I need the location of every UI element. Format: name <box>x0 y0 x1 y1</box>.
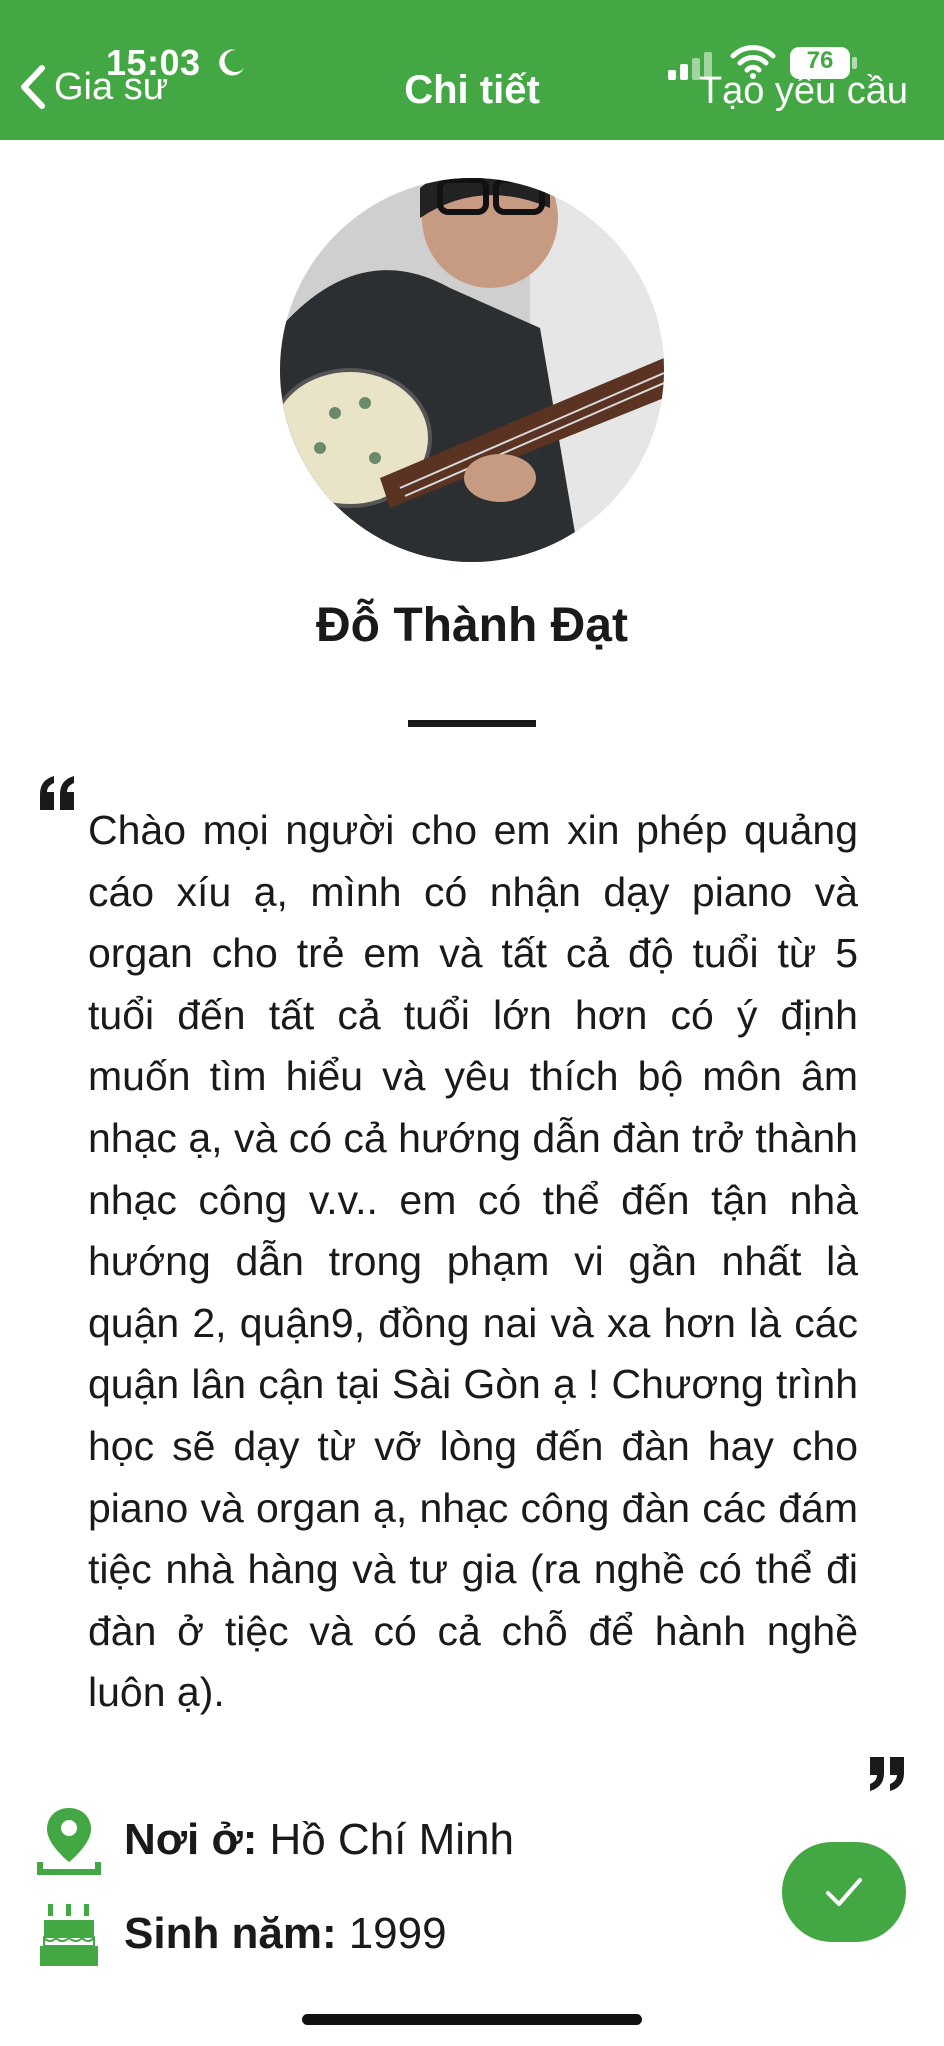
birth-label: Sinh năm: <box>124 1909 337 1958</box>
avatar <box>280 178 664 562</box>
tutor-name: Đỗ Thành Đạt <box>316 599 628 652</box>
quote-open-icon <box>38 776 76 810</box>
header-bar <box>0 0 944 140</box>
page-title: Chi tiết <box>404 68 540 112</box>
birth-row <box>36 1898 447 1970</box>
check-icon <box>822 1870 866 1914</box>
create-request-button[interactable]: Tạo yêu cầu <box>698 70 908 112</box>
birth-value: 1999 <box>348 1909 447 1958</box>
name-divider <box>408 720 536 727</box>
location-value: Hồ Chí Minh <box>269 1815 514 1864</box>
home-indicator[interactable] <box>302 2014 642 2025</box>
battery-level: 76 <box>806 47 834 74</box>
birthday-cake-icon <box>36 1898 102 1970</box>
tutor-bio: Chào mọi người cho em xin phép quảng cáo xíu ạ, mình có nhận dạy piano và organ cho trẻ em và tất cả độ tuổi từ 5 tuổi đến tất cả tuổi lớn hơn có ý định muốn tìm hiểu và yêu thích bộ môn âm nhạc ạ, và có cả hướng dẫn đàn trở thành nhạc công v.v.. em có thể đến tận nhà hướng dẫn trong phạm vi gần nhất là quận 2, quận9, đồng nai và xa hơn là các quận lân cận tại Sài Gòn ạ ! Chương trình học sẽ dạy từ vỡ lòng đến đàn hay cho piano và organ ạ, nhạc công đàn các đám tiệc nhà hàng và tư gia (ra nghề có thể đi đàn ở tiệc và có cả chỗ để hành nghề luôn ạ). <box>88 807 858 1716</box>
back-label: Gia sư <box>54 65 169 108</box>
location-row <box>36 1804 514 1876</box>
location-label: Nơi ở: <box>124 1815 258 1864</box>
quote-close-icon <box>868 1757 906 1791</box>
avatar-photo <box>280 178 664 562</box>
location-pin-icon <box>36 1804 102 1876</box>
status-time: 15:03 <box>106 42 201 83</box>
confirm-button[interactable] <box>782 1842 906 1942</box>
